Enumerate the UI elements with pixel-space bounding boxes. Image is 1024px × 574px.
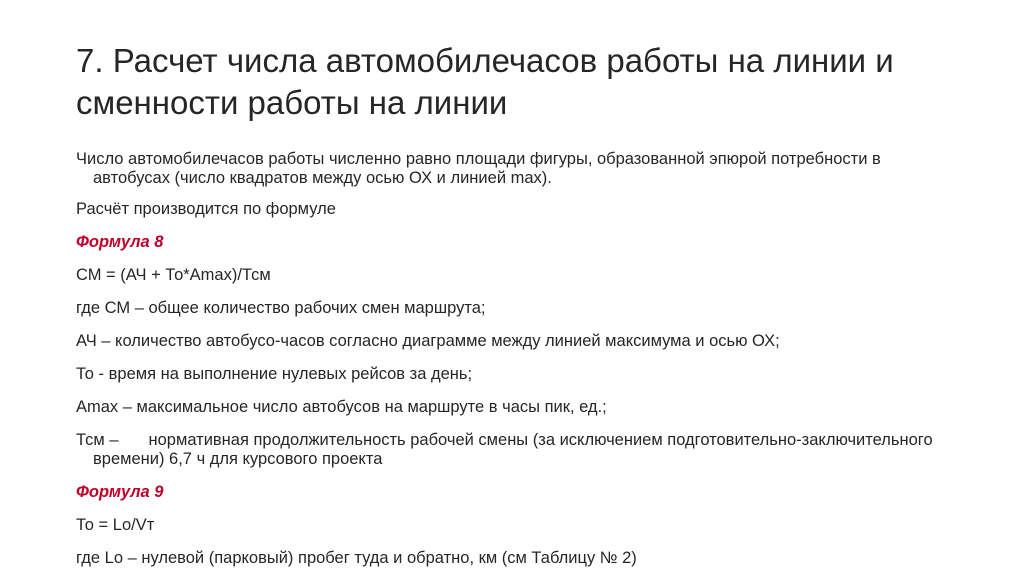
formula-8: СМ = (АЧ + То*Аmax)/Тсм [76, 266, 271, 284]
slide-body [76, 150, 956, 568]
intro-paragraph: Число автомобилечасов работы численно равно площади фигуры, образованной эпюрой потребности в автобусах (число квадратов между осью ОХ и линией max). [76, 150, 881, 187]
definition-to: То - время на выполнение нулевых рейсов за день; [76, 365, 473, 383]
formula-9: То = Lо/Vт [76, 516, 155, 534]
definition-amax: Аmax – максимальное число автобусов на маршруте в часы пик, ед.; [76, 398, 607, 416]
formula-9-label: Формула 9 [76, 483, 164, 501]
definition-tsm-text: нормативная продолжительность рабочей смены (за исключением подготовительно-заключительного времени) 6,7 ч для курсового проекта [93, 431, 933, 468]
definition-tsm-term: Тсм – [76, 431, 119, 449]
formula-8-label: Формула 8 [76, 233, 164, 251]
definition-lo: где Lо – нулевой (парковый) пробег туда и обратно, км (см Таблицу № 2) [76, 549, 637, 567]
definition-cm: где СМ – общее количество рабочих смен маршрута; [76, 299, 486, 317]
slide-title: 7. Расчет числа автомобилечасов работы на линии и сменности работы на линии [76, 42, 894, 121]
calc-note: Расчёт производится по формуле [76, 200, 336, 218]
definition-tsm [76, 431, 956, 469]
definition-ach: АЧ – количество автобусо-часов согласно диаграмме между линией максимума и осью ОХ; [76, 332, 780, 350]
